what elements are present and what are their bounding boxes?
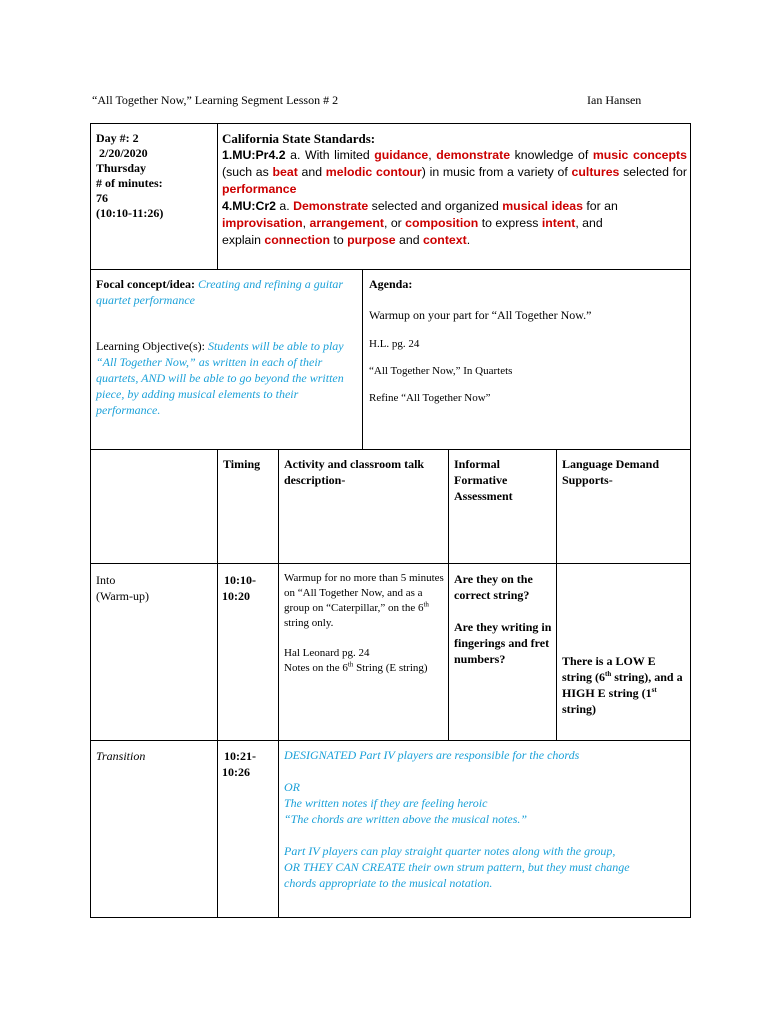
- agenda-title: Agenda:: [369, 277, 413, 291]
- day-info: [96, 131, 214, 221]
- keyword: musical ideas: [502, 199, 583, 213]
- keyword: composition: [405, 216, 479, 230]
- text: and: [395, 233, 423, 247]
- keyword: arrangement: [309, 216, 384, 230]
- agenda-item: Refine “All Together Now”: [369, 392, 491, 404]
- keyword: purpose: [347, 233, 396, 247]
- time-end: 10:20: [222, 589, 250, 603]
- minutes-value: 76: [96, 191, 108, 205]
- transition-text: chords appropriate to the musical notation.: [284, 876, 493, 890]
- text: and: [297, 165, 326, 179]
- text: selected for: [619, 165, 687, 179]
- transition-text: DESIGNATED Part IV players are responsible for the chords: [284, 748, 580, 762]
- keyword: connection: [264, 233, 330, 247]
- time-end: 10:26: [222, 765, 250, 779]
- transition-text: Part IV players can play straight quarter notes along with the group,: [284, 844, 616, 858]
- transition-text: OR: [284, 780, 300, 794]
- into-assessment: [454, 571, 554, 667]
- focal-concept: [96, 276, 358, 418]
- keyword: music: [592, 148, 629, 162]
- language-text: string), and a HIGH E string (1: [562, 670, 683, 700]
- superscript: st: [651, 686, 657, 694]
- stage-label: Into: [96, 573, 116, 587]
- keyword: context: [422, 233, 467, 247]
- weekday: Thursday: [96, 161, 147, 175]
- header-activity: Activity and classroom talk description-: [284, 457, 425, 487]
- objective-text: Students will be able to play “All Together Now,” as written in each of their quartets, AND will be able to go beyond the written piece, by adding musical elements to their performance.: [96, 339, 344, 417]
- author-name: Ian Hansen: [587, 93, 642, 107]
- lesson-date: 2/20/2020: [96, 146, 148, 160]
- transition-activity: [284, 747, 688, 891]
- agenda-item: “All Together Now,” In Quartets: [369, 365, 513, 377]
- time-start: 10:21-: [224, 749, 256, 763]
- text: ,: [302, 216, 310, 230]
- text: for an: [582, 199, 618, 213]
- keyword: concepts: [632, 148, 687, 162]
- standards-title: California State Standards:: [222, 131, 376, 146]
- superscript: th: [423, 600, 429, 609]
- superscript: th: [347, 660, 354, 669]
- keyword: cultures: [571, 165, 620, 179]
- header-language: Language Demand Supports-: [562, 457, 660, 487]
- text: knowledge of: [510, 148, 593, 162]
- transition-text: “The chords are written above the musical notes.”: [284, 812, 528, 826]
- keyword: melodic contour: [325, 165, 422, 179]
- text: selected and organized: [368, 199, 503, 213]
- day-number: Day #: 2: [96, 131, 139, 145]
- focal-text: Creating and refining a guitar quartet performance: [96, 277, 344, 307]
- text: , and: [575, 216, 603, 230]
- row-divider: [90, 563, 691, 564]
- activity-text: string only.: [284, 617, 334, 629]
- agenda-item: Warmup on your part for “All Together Now.”: [369, 308, 592, 322]
- text: ,: [428, 148, 437, 162]
- text: ) in music from a variety of: [421, 165, 568, 179]
- language-text: string): [562, 702, 596, 716]
- keyword: performance: [222, 182, 297, 196]
- text: to express: [478, 216, 542, 230]
- transition-time: [222, 748, 276, 780]
- text: a.: [275, 199, 294, 213]
- lesson-title: “All Together Now,” Learning Segment Lesson # 2: [92, 93, 339, 107]
- standard-1: [222, 147, 687, 198]
- standards: [222, 130, 687, 249]
- focal-label: Focal concept/idea:: [96, 277, 195, 291]
- header-timing: Timing: [223, 457, 261, 471]
- agenda-item: H.L. pg. 24: [369, 338, 420, 350]
- keyword: Demonstrate: [293, 199, 369, 213]
- transition-text: The written notes if they are feeling heroic: [284, 796, 488, 810]
- activity-text: Hal Leonard pg. 24: [284, 647, 370, 659]
- activity-text: Notes on the 6: [284, 662, 348, 674]
- minutes-label: # of minutes:: [96, 176, 163, 190]
- text: .: [466, 233, 471, 247]
- activity-text: String (E string): [353, 662, 428, 674]
- transition-label: Transition: [96, 749, 146, 763]
- column-divider: [556, 449, 557, 741]
- into-language: [562, 653, 688, 717]
- keyword: improvisation: [222, 216, 303, 230]
- superscript: th: [605, 670, 612, 678]
- assessment-question: Are they on the correct string?: [454, 572, 533, 602]
- column-divider: [448, 449, 449, 741]
- time-start: 10:10-: [224, 573, 256, 587]
- text: a. With limited: [285, 148, 375, 162]
- into-label: [96, 572, 214, 604]
- row-divider: [90, 740, 691, 741]
- objective-label: Learning Objective(s):: [96, 339, 205, 353]
- agenda: [369, 276, 684, 404]
- language-text: There is a LOW E string (6: [562, 654, 656, 684]
- divider: [217, 123, 218, 270]
- keyword: demonstrate: [436, 148, 511, 162]
- standard-code: 1.MU:Pr4.2: [222, 148, 286, 162]
- time-range: (10:10-11:26): [96, 206, 164, 220]
- transition-text: OR THEY CAN CREATE their own strum pattern, but they must change: [284, 860, 630, 874]
- header-assessment: Informal Formative Assessment: [454, 457, 513, 503]
- keyword: intent: [541, 216, 576, 230]
- activity-text: Warmup for no more than 5 minutes on “All Together Now, and as a group on “Caterpillar,” on the 6: [284, 572, 444, 614]
- assessment-question: Are they writing in fingerings and fret numbers?: [454, 620, 552, 666]
- keyword: beat: [272, 165, 298, 179]
- into-time: [222, 572, 276, 604]
- standard-2: [222, 198, 687, 249]
- text: to: [329, 233, 348, 247]
- divider: [362, 269, 363, 450]
- stage-sublabel: (Warm-up): [96, 589, 150, 603]
- column-divider: [278, 449, 279, 918]
- into-activity: [284, 571, 444, 676]
- text: (such as: [222, 165, 273, 179]
- text: , or: [383, 216, 406, 230]
- text: explain: [222, 233, 265, 247]
- column-divider: [217, 449, 218, 918]
- standard-code: 4.MU:Cr2: [222, 199, 276, 213]
- keyword: guidance: [374, 148, 429, 162]
